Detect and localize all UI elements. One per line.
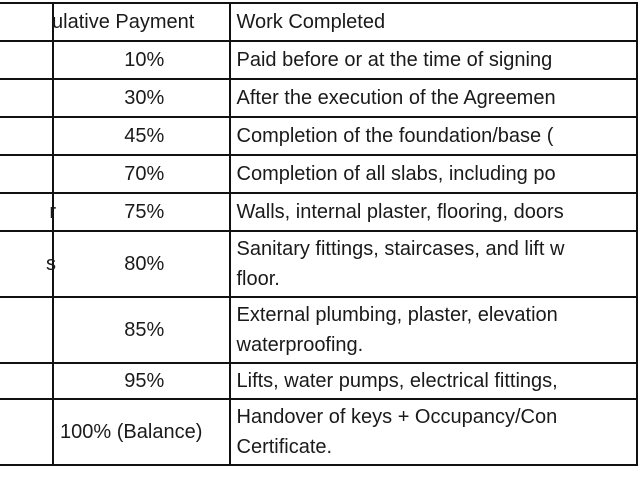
row-work: Walls, internal plaster, flooring, doors <box>230 193 638 231</box>
row-work-line: Sanitary fittings, staircases, and lift w <box>236 238 565 260</box>
row-stage <box>0 41 53 79</box>
row-work: After the execution of the Agreemen <box>230 79 638 117</box>
row-stage <box>0 297 53 363</box>
row-stage <box>0 363 53 399</box>
row-work: Completion of all slabs, including po <box>230 155 638 193</box>
table-header-row <box>0 3 637 41</box>
row-work-line: Handover of keys + Occupancy/Con <box>236 406 558 428</box>
row-stage <box>0 399 53 465</box>
table-row <box>0 41 637 79</box>
row-payment: 70% <box>53 155 229 193</box>
table-row <box>0 79 637 117</box>
row-stage <box>0 155 53 193</box>
table-row <box>0 297 637 363</box>
row-work-line: floor. <box>236 268 280 290</box>
table-row <box>0 193 637 231</box>
header-cumulative-payment: ulative Payment <box>53 3 229 41</box>
payment-schedule-table <box>0 2 638 466</box>
row-stage <box>0 117 53 155</box>
row-payment: 85% <box>53 297 229 363</box>
table-row <box>0 399 637 465</box>
row-stage: s <box>0 231 53 297</box>
row-payment: 30% <box>53 79 229 117</box>
row-work <box>230 399 638 465</box>
row-work-line: External plumbing, plaster, elevation <box>236 304 558 326</box>
row-payment: 10% <box>53 41 229 79</box>
row-payment: 45% <box>53 117 229 155</box>
row-stage: r <box>0 193 53 231</box>
row-payment: 100% (Balance) <box>53 399 229 465</box>
row-work-line: waterproofing. <box>236 334 364 356</box>
header-work-completed: Work Completed <box>230 3 638 41</box>
table-row <box>0 117 637 155</box>
table-row <box>0 231 637 297</box>
row-work <box>230 297 638 363</box>
row-work <box>230 231 638 297</box>
row-payment: 95% <box>53 363 229 399</box>
row-payment: 80% <box>53 231 229 297</box>
header-stage <box>0 3 53 41</box>
table-row <box>0 363 637 399</box>
row-stage <box>0 79 53 117</box>
row-work: Completion of the foundation/base ( <box>230 117 638 155</box>
row-payment: 75% <box>53 193 229 231</box>
row-work: Lifts, water pumps, electrical fittings, <box>230 363 638 399</box>
table-row <box>0 155 637 193</box>
row-work: Paid before or at the time of signing <box>230 41 638 79</box>
row-work-line: Certificate. <box>236 436 333 458</box>
